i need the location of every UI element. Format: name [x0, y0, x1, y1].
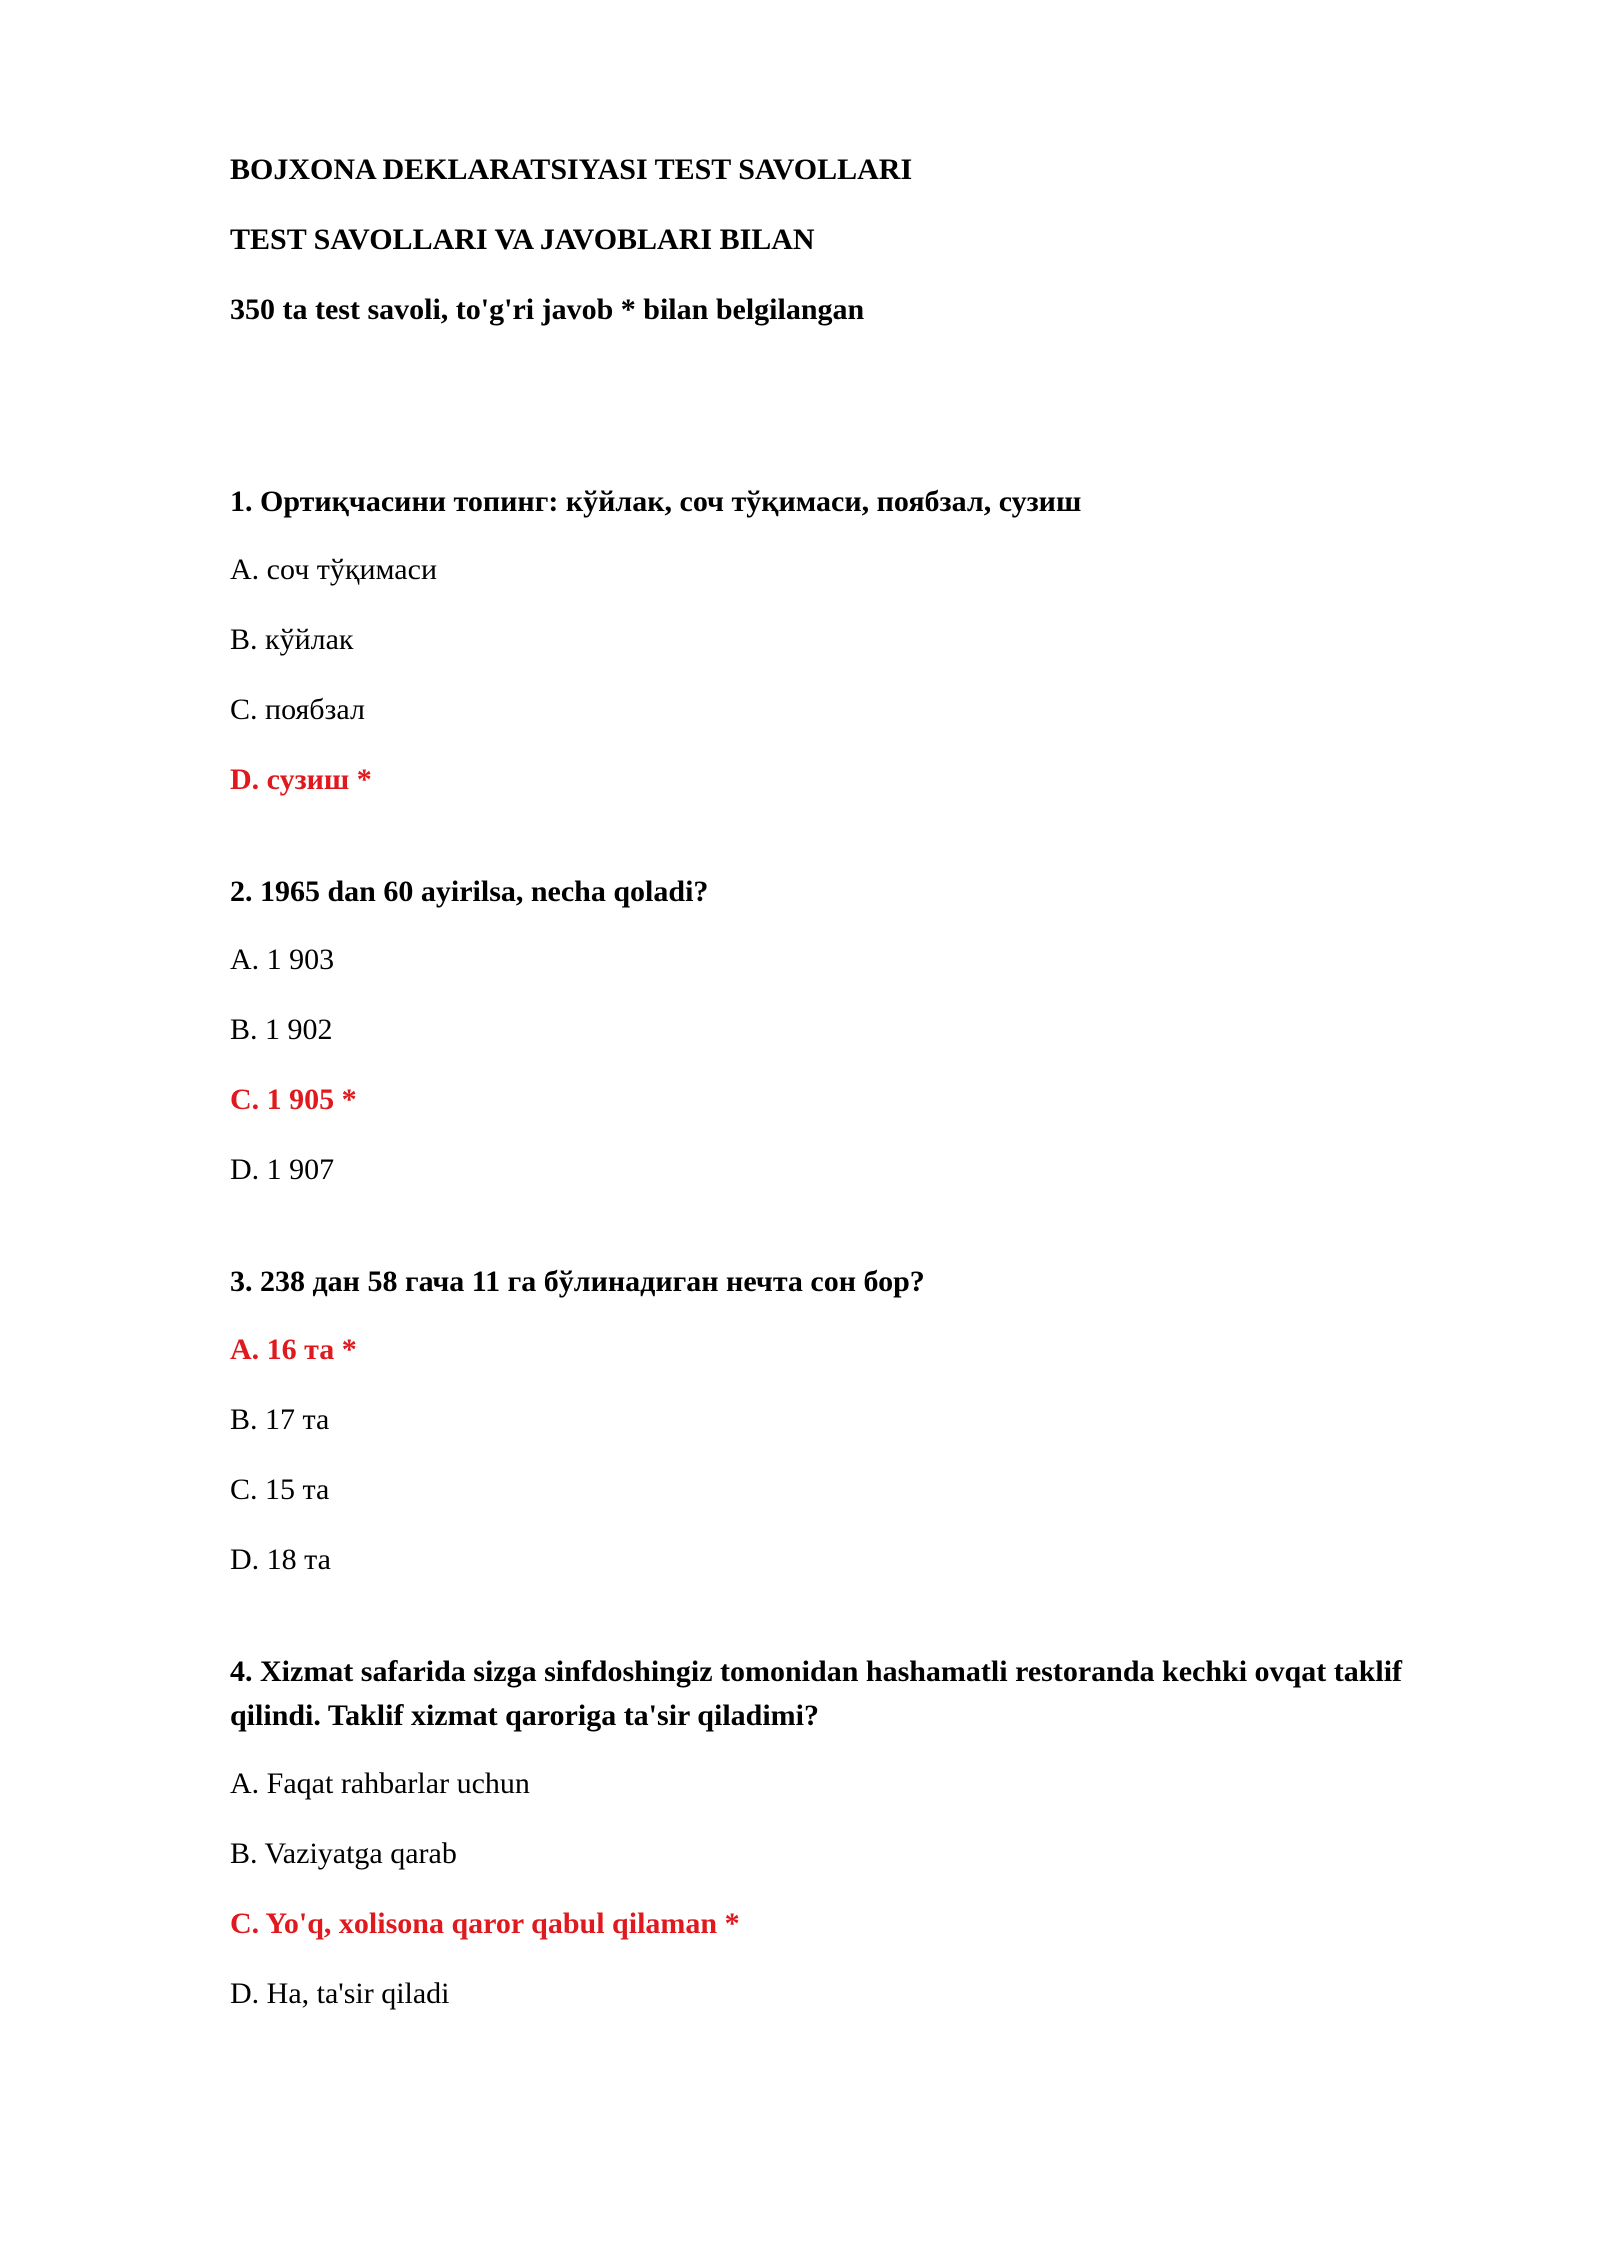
answer-option-b: B. кўйлак: [230, 623, 354, 656]
answer-option-d: D. 1 907: [230, 1153, 335, 1186]
question-1: [230, 480, 1430, 800]
answer-option-d: D. Ha, ta'sir qiladi: [230, 1977, 450, 2010]
answer-option-c: C. поябзал: [230, 693, 365, 726]
header-spacer: [230, 360, 1430, 480]
answer-option-b: B. Vaziyatga qarab: [230, 1837, 457, 1870]
answer-option-c: C. 1 905 *: [230, 1083, 357, 1116]
answer-option-a: A. 16 та *: [230, 1333, 357, 1366]
document-note: 350 ta test savoli, to'g'ri javob * bilan belgilangan: [230, 293, 865, 326]
question-text: 4. Xizmat safarida sizga sinfdoshingiz tomonidan hashamatli restoranda kechki ovqat taklif qilindi. Taklif xizmat qaroriga ta'sir qiladimi?: [230, 1655, 1403, 1732]
question-4: [230, 1650, 1430, 2014]
answer-option-b: B. 1 902: [230, 1013, 333, 1046]
document-title: BOJXONA DEKLARATSIYASI TEST SAVOLLARI: [230, 153, 913, 186]
question-text: 1. Ортиқчасини топинг: кўйлак, соч тўқимаси, поябзал, сузиш: [230, 485, 1082, 518]
document-subtitle: TEST SAVOLLARI VA JAVOBLARI BILAN: [230, 223, 815, 256]
answer-option-d: D. сузиш *: [230, 763, 372, 796]
question-2: [230, 870, 1430, 1190]
question-3: [230, 1260, 1430, 1580]
question-text: 3. 238 дан 58 гача 11 га бўлинадиган нечта сон бор?: [230, 1265, 925, 1298]
answer-option-a: A. 1 903: [230, 943, 335, 976]
answer-option-a: A. соч тўқимаси: [230, 553, 437, 586]
answer-option-b: B. 17 та: [230, 1403, 330, 1436]
answer-option-c: C. 15 та: [230, 1473, 330, 1506]
answer-option-d: D. 18 та: [230, 1543, 331, 1576]
document-page: [230, 150, 1430, 2084]
answer-option-a: A. Faqat rahbarlar uchun: [230, 1767, 530, 1800]
question-text: 2. 1965 dan 60 ayirilsa, necha qoladi?: [230, 875, 709, 908]
answer-option-c: C. Yo'q, xolisona qaror qabul qilaman *: [230, 1907, 740, 1940]
